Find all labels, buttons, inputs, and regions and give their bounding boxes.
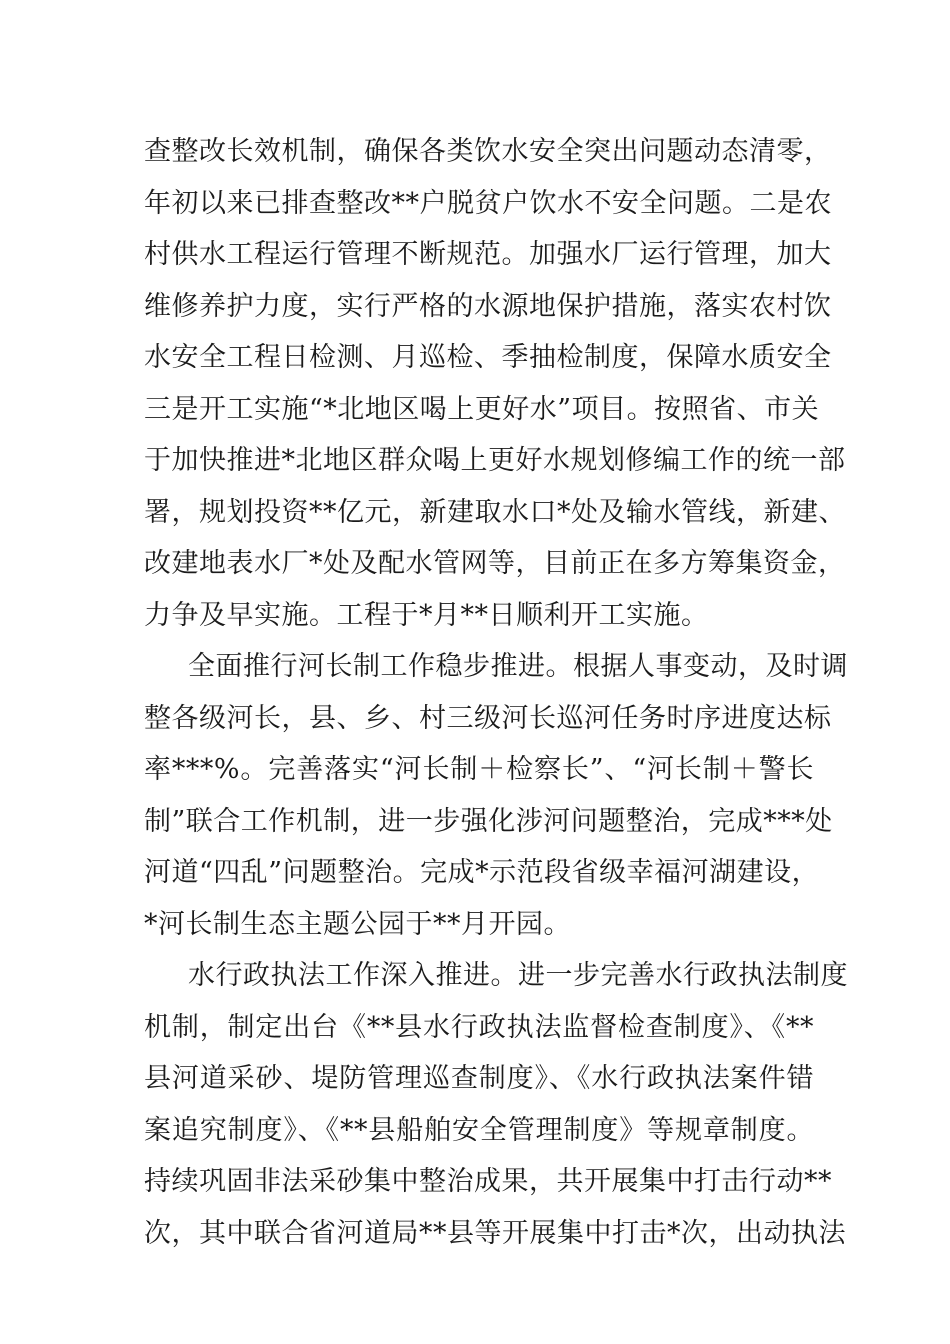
paragraph-2-line-3: 率***%。完善落实“河长制＋检察长”、“河长制＋警长 [144, 754, 814, 785]
paragraph-3-line-2: 机制，制定出台《**县水行政执法监督检查制度》、《** [144, 1011, 814, 1043]
paragraph-1-line-10: 力争及早实施。工程于*月**日顺利开工实施。 [144, 599, 709, 631]
paragraph-1-line-7: 于加快推进*北地区群众喝上更好水规划修编工作的统一部 [144, 445, 846, 476]
paragraph-2-line-5: 河道“四乱”问题整治。完成*示范段省级幸福河湖建设， [144, 857, 820, 888]
paragraph-1-line-6: 三是开工实施“*北地区喝上更好水”项目。按照省、市关 [144, 393, 820, 425]
paragraph-3-line-3: 县河道采砂、堤防管理巡查制度》、《水行政执法案件错 [144, 1063, 814, 1094]
document-body [144, 126, 848, 1259]
paragraph-1-line-4: 维修养护力度，实行严格的水源地保护措施，落实农村饮 [144, 290, 832, 322]
paragraph-1-line-5: 水安全工程日检测、月巡检、季抽检制度，保障水质安全 [144, 342, 832, 373]
paragraph-2-line-4: 制”联合工作机制，进一步强化涉河问题整治，完成***处 [144, 805, 833, 837]
paragraph-1-line-1: 查整改长效机制，确保各类饮水安全突出问题动态清零， [144, 136, 832, 167]
paragraph-1-line-9: 改建地表水厂*处及配水管网等，目前正在多方筹集资金， [144, 548, 846, 579]
paragraph-3-line-1: 水行政执法工作深入推进。进一步完善水行政执法制度 [188, 960, 848, 991]
paragraph-1-line-3: 村供水工程运行管理不断规范。加强水厂运行管理，加大 [144, 239, 832, 270]
paragraph-3-line-6: 次，其中联合省河道局**县等开展集中打击*次，出动执法 [144, 1217, 846, 1249]
paragraph-2-line-6: *河长制生态主题公园于**月开园。 [144, 908, 571, 940]
paragraph-2-line-1: 全面推行河长制工作稳步推进。根据人事变动，及时调 [188, 651, 848, 682]
paragraph-2-line-2: 整各级河长，县、乡、村三级河长巡河任务时序进度达标 [144, 702, 832, 734]
paragraph-1-line-8: 署，规划投资**亿元，新建取水口*处及输水管线，新建、 [144, 496, 846, 528]
paragraph-3-line-4: 案追究制度》、《**县船舶安全管理制度》等规章制度。 [144, 1114, 814, 1146]
paragraph-1-line-2: 年初以来已排查整改**户脱贫户饮水不安全问题。二是农 [144, 187, 832, 219]
paragraph-3-line-5: 持续巩固非法采砂集中整治成果，共开展集中打击行动** [144, 1166, 832, 1197]
